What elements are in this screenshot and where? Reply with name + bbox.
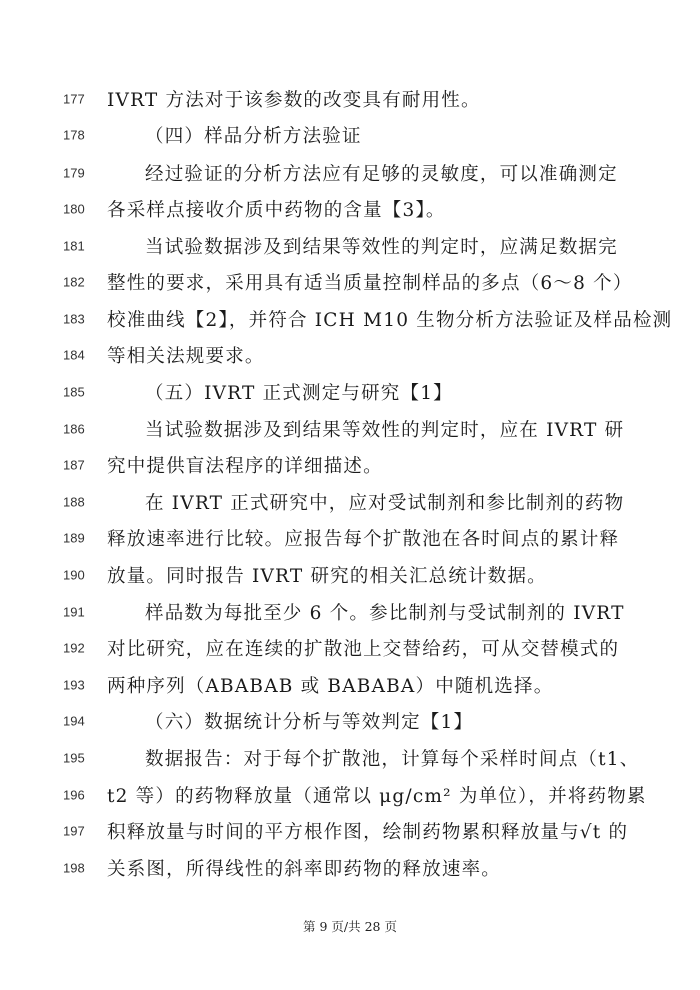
line-184: [0, 335, 700, 375]
line-number: 191: [63, 604, 85, 620]
line-number: 180: [63, 201, 85, 217]
line-number: 195: [63, 750, 85, 766]
line-182: [0, 262, 700, 302]
line-187: [0, 445, 700, 485]
line-number: 185: [63, 384, 85, 400]
line-177: [0, 79, 700, 119]
line-number: 190: [63, 567, 85, 583]
line-text: 各采样点接收介质中药物的含量【3】。: [107, 200, 446, 221]
line-188: [0, 482, 700, 522]
line-number: 184: [63, 347, 85, 363]
line-number: 194: [63, 713, 85, 729]
line-text: IVRT 方法对于该参数的改变具有耐用性。: [107, 90, 481, 111]
section-heading: （六）数据统计分析与等效判定【1】: [145, 712, 474, 733]
line-number: 193: [63, 677, 85, 693]
line-text: 当试验数据涉及到结果等效性的判定时，应满足数据完: [145, 237, 618, 258]
line-text: 积释放量与时间的平方根作图，绘制药物累积释放量与√t 的: [107, 822, 629, 843]
line-183: [0, 299, 700, 339]
line-number: 197: [63, 823, 85, 839]
line-number: 188: [63, 494, 85, 510]
line-194: [0, 701, 700, 741]
line-number: 196: [63, 787, 85, 803]
line-text: 在 IVRT 正式研究中，应对受试制剂和参比制剂的药物: [145, 493, 625, 514]
line-178: [0, 115, 700, 155]
line-191: [0, 592, 700, 632]
line-text: 当试验数据涉及到结果等效性的判定时，应在 IVRT 研: [145, 420, 625, 441]
line-number: 198: [63, 860, 85, 876]
line-195: [0, 738, 700, 778]
line-number: 183: [63, 311, 85, 327]
line-text: 等相关法规要求。: [107, 346, 265, 367]
line-text: 放量。同时报告 IVRT 研究的相关汇总统计数据。: [107, 566, 547, 587]
line-number: 179: [63, 165, 85, 181]
line-text: 究中提供盲法程序的详细描述。: [107, 456, 383, 477]
line-number: 177: [63, 91, 85, 107]
page-footer: 第 9 页/共 28 页: [303, 919, 397, 934]
line-number: 181: [63, 238, 85, 254]
line-189: [0, 518, 700, 558]
line-text: 经过验证的分析方法应有足够的灵敏度，可以准确测定: [145, 164, 618, 185]
line-181: [0, 226, 700, 266]
line-179: [0, 153, 700, 193]
line-180: [0, 189, 700, 229]
line-197: [0, 811, 700, 851]
line-text: 校准曲线【2】，并符合 ICH M10 生物分析方法验证及样品检测: [107, 310, 673, 331]
line-text: 整性的要求，采用具有适当质量控制样品的多点（6～8 个）: [107, 273, 633, 294]
line-text: 数据报告：对于每个扩散池，计算每个采样时间点（t1、: [145, 749, 640, 770]
line-number: 192: [63, 640, 85, 656]
line-text: 释放速率进行比较。应报告每个扩散池在各时间点的累计释: [107, 529, 620, 550]
line-186: [0, 409, 700, 449]
line-number: 186: [63, 421, 85, 437]
line-text: 对比研究，应在连续的扩散池上交替给药，可从交替模式的: [107, 639, 620, 660]
section-heading: （五）IVRT 正式测定与研究【1】: [145, 383, 453, 404]
section-heading: （四）样品分析方法验证: [145, 126, 362, 147]
line-text: 两种序列（ABABAB 或 BABABA）中随机选择。: [107, 676, 554, 697]
line-text: 样品数为每批至少 6 个。参比制剂与受试制剂的 IVRT: [145, 603, 625, 624]
line-number: 182: [63, 274, 85, 290]
line-number: 187: [63, 457, 85, 473]
line-number: 189: [63, 530, 85, 546]
line-185: [0, 372, 700, 412]
line-190: [0, 555, 700, 595]
line-text: 关系图，所得线性的斜率即药物的释放速率。: [107, 859, 502, 880]
line-196: [0, 775, 700, 815]
line-193: [0, 665, 700, 705]
line-198: [0, 848, 700, 888]
line-192: [0, 628, 700, 668]
line-text: t2 等）的药物释放量（通常以 μg/cm² 为单位），并将药物累: [107, 786, 647, 807]
line-number: 178: [63, 127, 85, 143]
